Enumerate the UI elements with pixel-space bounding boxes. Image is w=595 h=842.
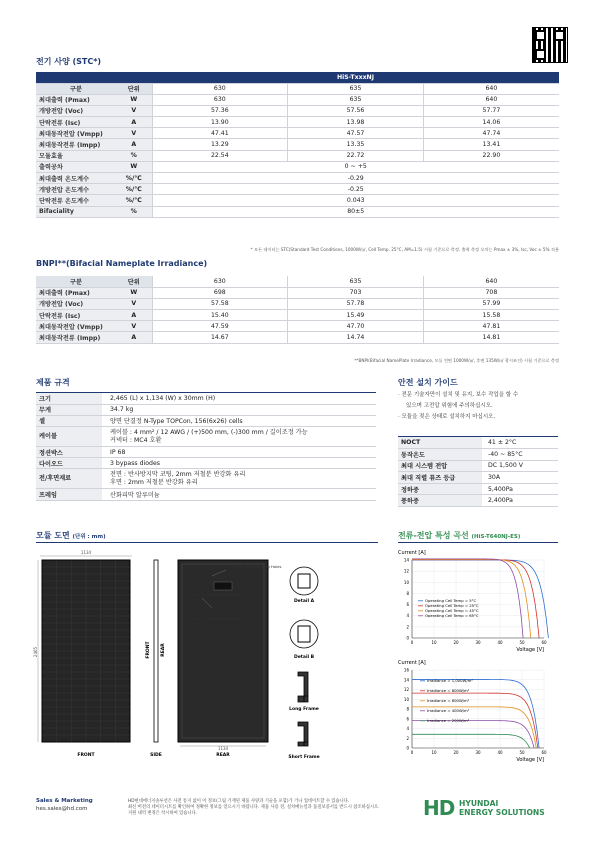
row-value: 57.36 bbox=[152, 105, 288, 116]
y-tick-label: 8 bbox=[406, 590, 409, 596]
bnpi-note: **BNPI(Bifacial NamePlate Irradiance, 모듈 전면 1000W/㎡, 후면 135W/㎡ 광시조건) 시험 기준으로 측정 bbox=[354, 358, 559, 363]
table-row bbox=[398, 483, 558, 495]
row-value: 47.59 bbox=[152, 321, 288, 332]
spec-value bbox=[102, 404, 376, 415]
row-label: 단락전류 온도계수 bbox=[36, 195, 116, 206]
row-value: 57.56 bbox=[288, 105, 424, 116]
spec-label: 프레임 bbox=[36, 489, 102, 500]
disclaimer-line: HD현대에너지솔루션은 사전 통지 없이 이 정보(그림 기재된 제품 사양과 기술을 포함)가 거나 업데이트할 수 있습니다. bbox=[128, 799, 350, 804]
legend-entry: Operating Cell Temp = 65°C bbox=[425, 613, 479, 618]
row-value: 14.67 bbox=[152, 332, 288, 343]
front-height-label: 2465 bbox=[33, 646, 38, 658]
module-drawing bbox=[33, 546, 382, 768]
spec-label: 전/후면재료 bbox=[36, 469, 102, 489]
row-unit: V bbox=[116, 105, 152, 116]
short-frame-profile bbox=[298, 722, 308, 746]
row-value: 14.81 bbox=[423, 332, 559, 343]
spec-label: 셀 bbox=[36, 415, 102, 426]
safety-value: 2,400Pa bbox=[482, 495, 558, 507]
x-axis-label: Voltage [V] bbox=[516, 647, 544, 653]
mounting-holes-small-callout: 4 - Ø 7 X 10 Mounting Holes bbox=[188, 616, 242, 621]
spec-value-line: 후면 : 2mm 저철분 반강화 유리 bbox=[110, 478, 198, 486]
row-value: -0.29 bbox=[152, 173, 559, 184]
x-tick-label: 10 bbox=[431, 750, 437, 755]
row-value: 22.54 bbox=[152, 150, 288, 161]
bnpi-title: BNPI**(Bifacial Nameplate Irradiance) bbox=[36, 259, 208, 268]
row-value: 47.74 bbox=[423, 128, 559, 139]
x-axis-label: Voltage [V] bbox=[516, 757, 544, 763]
series-line bbox=[412, 734, 530, 748]
column-header: 단위 bbox=[116, 276, 152, 287]
row-value: 57.78 bbox=[288, 298, 424, 309]
row-value: 698 bbox=[152, 287, 288, 298]
table-row bbox=[36, 287, 559, 298]
rear-label: REAR bbox=[216, 753, 230, 758]
table-row bbox=[36, 447, 376, 458]
brand-line1: HYUNDAI bbox=[459, 799, 499, 808]
row-unit: A bbox=[116, 139, 152, 150]
table-row bbox=[398, 437, 558, 449]
y-tick-label: 2 bbox=[406, 735, 409, 741]
x-tick-label: 60 bbox=[541, 750, 547, 755]
series-line bbox=[412, 707, 536, 748]
row-value: 14.74 bbox=[288, 332, 424, 343]
table-row bbox=[36, 469, 376, 489]
row-value: 13.29 bbox=[152, 139, 288, 150]
iv-chart-irradiance bbox=[398, 656, 558, 768]
x-tick-label: 20 bbox=[453, 750, 459, 755]
table-row bbox=[36, 173, 559, 184]
row-value: 15.49 bbox=[288, 310, 424, 321]
row-unit: % bbox=[116, 150, 152, 161]
x-tick-label: 40 bbox=[497, 640, 503, 645]
table-row bbox=[36, 298, 559, 309]
row-value: 57.58 bbox=[152, 298, 288, 309]
grounding-holes-callout: 4 - Ø 9 X 14 Grounding Holes bbox=[226, 564, 282, 569]
legend-entry: Operating Cell Temp = 45°C bbox=[425, 608, 479, 613]
row-value: 47.41 bbox=[152, 128, 288, 139]
row-label: 최대동작전압 (Vmpp) bbox=[36, 321, 116, 332]
spec-value bbox=[102, 415, 376, 426]
table-row bbox=[36, 427, 376, 447]
column-header: 640 bbox=[423, 276, 559, 287]
y-tick-label: 0 bbox=[406, 745, 409, 751]
table-row bbox=[36, 195, 559, 206]
spec-value bbox=[102, 447, 376, 458]
y-tick-label: 6 bbox=[406, 602, 409, 608]
x-tick-label: 60 bbox=[541, 640, 547, 645]
safety-bullet: 있으며 고전압 위험에 주의하십시오. bbox=[406, 403, 493, 409]
rear-width-label: 1134 bbox=[217, 746, 229, 751]
spec-value-line: 커넥터 : MC4 호환 bbox=[110, 436, 162, 444]
detail-a-label: Detail A bbox=[293, 599, 315, 604]
sales-email[interactable]: hes.sales@hd.com bbox=[36, 806, 88, 812]
safety-value: 41 ± 2°C bbox=[482, 437, 558, 449]
x-tick-label: 50 bbox=[519, 640, 525, 645]
brand-line2: ENERGY SOLUTIONS bbox=[459, 808, 545, 817]
general-title: 제품 규격 bbox=[36, 378, 70, 387]
row-value: 47.70 bbox=[288, 321, 424, 332]
column-header: 구분 bbox=[36, 276, 116, 287]
row-unit: %/℃ bbox=[116, 184, 152, 195]
row-label: 개방전압 (Voc) bbox=[36, 298, 116, 309]
column-header: 단위 bbox=[116, 83, 152, 94]
side-label: SIDE bbox=[150, 753, 162, 758]
curves-title bbox=[398, 530, 520, 541]
disclaimer bbox=[128, 799, 380, 817]
spec-value-line: 3 bypass diodes bbox=[110, 459, 161, 467]
spec-label: 크기 bbox=[36, 393, 102, 404]
table-row bbox=[36, 415, 376, 426]
stc-table bbox=[36, 72, 559, 218]
y-axis-label: Current [A] bbox=[398, 660, 426, 666]
row-value: 0.043 bbox=[152, 195, 559, 206]
row-value: -0.25 bbox=[152, 184, 559, 195]
row-value: 57.99 bbox=[423, 298, 559, 309]
spec-value-line: 케이블 : 4 mm² / 12 AWG / (+)500 mm, (-)300 mm / 길이조정 가능 bbox=[110, 429, 308, 437]
row-value: 22.72 bbox=[288, 150, 424, 161]
legend-entry: Operating Cell Temp = 25°C bbox=[425, 603, 479, 608]
table-row bbox=[398, 495, 558, 507]
row-value: 47.57 bbox=[288, 128, 424, 139]
row-value: 57.77 bbox=[423, 105, 559, 116]
spec-value bbox=[102, 489, 376, 500]
row-label: 최대동작전류 (Impp) bbox=[36, 332, 116, 343]
drawing-unit: (단위 : mm) bbox=[72, 534, 106, 540]
y-tick-label: 2 bbox=[406, 624, 409, 630]
safety-label: 최대 시스템 전압 bbox=[398, 460, 482, 472]
legend-entry: Operating Cell Temp = 5°C bbox=[425, 598, 477, 603]
spec-value bbox=[102, 393, 376, 404]
row-label: 최대동작전압 (Vmpp) bbox=[36, 128, 116, 139]
spec-label: 정션박스 bbox=[36, 447, 102, 458]
safety-bullet: · 모듈을 젖은 상태로 설치하지 마십시오. bbox=[398, 414, 496, 420]
row-value: 635 bbox=[288, 94, 424, 105]
row-value: 708 bbox=[423, 287, 559, 298]
disclaimer-line: 최신 버전의 데이터시트를 확인하여 정확한 정보를 얻으시기 바랍니다. 제품 사용 전, 설치매뉴얼과 품질보증서를 반드시 참조하십시오. bbox=[128, 805, 380, 810]
table-row bbox=[36, 321, 559, 332]
y-tick-label: 16 bbox=[403, 667, 409, 673]
row-value: 14.06 bbox=[423, 117, 559, 128]
safety-value: 30A bbox=[482, 472, 558, 484]
curves-rule bbox=[398, 542, 558, 543]
row-value: 15.58 bbox=[423, 310, 559, 321]
y-tick-label: 10 bbox=[403, 696, 409, 702]
short-frame-label: Short Frame bbox=[288, 755, 320, 760]
row-value: 80±5 bbox=[152, 206, 559, 217]
long-frame-profile bbox=[298, 672, 308, 702]
row-unit: %/℃ bbox=[116, 173, 152, 184]
x-tick-label: 10 bbox=[431, 640, 437, 645]
safety-bullet: · 전문 기술자만이 설치 및 유지, 보수 작업을 할 수 bbox=[398, 392, 519, 398]
table-row bbox=[36, 161, 559, 172]
disclaimer-line: 지원 내역 변경은 착시하여 있습니다. bbox=[128, 811, 198, 816]
row-value: 0 ~ +5 bbox=[152, 161, 559, 172]
row-value: 47.81 bbox=[423, 321, 559, 332]
y-tick-label: 0 bbox=[406, 635, 409, 641]
front-width-label: 1134 bbox=[80, 550, 92, 555]
stc-note: * 모든 데이터는 STC(Standard Test Conditions, 1000W/㎡, Cell Temp. 25°C, AM=1.5) 시험 기준으로 측정. 출력 측정 오차는 Pmax ± 3%, Isc, Voc ± 5% 적용 bbox=[250, 247, 559, 252]
front-label: FRONT bbox=[77, 753, 95, 758]
spec-value-line: 34.7 kg bbox=[110, 406, 134, 414]
column-header: 640 bbox=[423, 83, 559, 94]
spec-label: 케이블 bbox=[36, 427, 102, 447]
safety-label: NOCT bbox=[398, 437, 482, 449]
legend-entry: Irradiance = 600W/m² bbox=[427, 698, 470, 703]
sales-title: Sales & Marketing bbox=[36, 798, 93, 804]
side-front-mark: FRONT bbox=[146, 641, 151, 659]
row-unit: W bbox=[116, 287, 152, 298]
y-tick-label: 12 bbox=[403, 568, 409, 574]
x-tick-label: 30 bbox=[475, 640, 481, 645]
table-row bbox=[36, 184, 559, 195]
row-label: 최대동작전류 (Impp) bbox=[36, 139, 116, 150]
spec-value-line: 전면 : 반사방지막 코팅, 2mm 저철분 반강화 유리 bbox=[110, 471, 246, 479]
column-header: 635 bbox=[288, 276, 424, 287]
table-row bbox=[36, 150, 559, 161]
safety-label: 동작온도 bbox=[398, 449, 482, 461]
y-tick-label: 12 bbox=[403, 687, 409, 692]
table-row bbox=[36, 489, 376, 500]
junction-box bbox=[214, 582, 232, 590]
row-unit: V bbox=[116, 128, 152, 139]
spec-value bbox=[102, 469, 376, 489]
y-tick-label: 14 bbox=[403, 557, 409, 563]
x-tick-label: 50 bbox=[519, 750, 525, 755]
column-header: 구분 bbox=[36, 83, 116, 94]
bnpi-table bbox=[36, 276, 559, 344]
spec-value bbox=[102, 427, 376, 447]
y-axis-label: Current [A] bbox=[398, 550, 426, 556]
row-unit: W bbox=[116, 161, 152, 172]
row-unit: V bbox=[116, 321, 152, 332]
row-label: 최대출력 온도계수 bbox=[36, 173, 116, 184]
row-value: 13.98 bbox=[288, 117, 424, 128]
table-row bbox=[36, 206, 559, 217]
qr-code bbox=[532, 27, 568, 63]
safety-label: 풍하중 bbox=[398, 495, 482, 507]
legend-entry: Irradiance = 200W/m² bbox=[427, 718, 470, 723]
spec-value-line: 양면 단결정 N-Type TOPCon, 156(6x26) cells bbox=[110, 418, 243, 426]
spec-value-line: IP 68 bbox=[110, 448, 126, 456]
row-value: 13.41 bbox=[423, 139, 559, 150]
row-unit: A bbox=[116, 117, 152, 128]
table-row bbox=[36, 94, 559, 105]
row-label: 모듈효율 bbox=[36, 150, 116, 161]
row-label: Bifaciality bbox=[36, 206, 116, 217]
drawing-title bbox=[36, 530, 106, 541]
model-name: HiS-TxxxNJ bbox=[152, 72, 559, 83]
table-row bbox=[36, 332, 559, 343]
mounting-holes-callout: 8 - Ø 9 X 14 Mounting Holes bbox=[188, 592, 242, 597]
spec-value-line: 산화피막 알루미늄 bbox=[110, 492, 160, 500]
table-row bbox=[36, 128, 559, 139]
legend-entry: Irradiance = 800W/m² bbox=[427, 688, 470, 693]
row-value: 640 bbox=[423, 94, 559, 105]
row-label: 단락전류 (Isc) bbox=[36, 117, 116, 128]
safety-label: 최대 직렬 퓨즈 등급 bbox=[398, 472, 482, 484]
row-label: 최대출력 (Pmax) bbox=[36, 287, 116, 298]
table-row bbox=[36, 404, 376, 415]
table-row bbox=[398, 460, 558, 472]
y-tick-label: 4 bbox=[406, 726, 409, 731]
side-rear-mark: REAR bbox=[161, 643, 166, 657]
legend-entry: Irradiance = 1,000W/m² bbox=[427, 678, 473, 683]
brand-hd: HD bbox=[423, 796, 455, 820]
safety-title: 안전 설치 가이드 bbox=[398, 378, 458, 387]
row-unit: V bbox=[116, 298, 152, 309]
row-unit: A bbox=[116, 332, 152, 343]
y-tick-label: 4 bbox=[406, 613, 409, 619]
x-tick-label: 20 bbox=[453, 640, 459, 645]
table-row bbox=[36, 393, 376, 404]
row-unit: W bbox=[116, 94, 152, 105]
column-header: 635 bbox=[288, 83, 424, 94]
detail-b-label: Detail B bbox=[293, 655, 315, 660]
safety-value: 5,400Pa bbox=[482, 483, 558, 495]
long-frame-label: Long Frame bbox=[289, 707, 319, 712]
y-tick-label: 10 bbox=[403, 579, 409, 585]
drawing-rule bbox=[36, 542, 378, 543]
x-tick-label: 0 bbox=[410, 640, 414, 645]
y-tick-label: 14 bbox=[403, 677, 409, 683]
row-value: 15.40 bbox=[152, 310, 288, 321]
spec-label: 다이오드 bbox=[36, 458, 102, 469]
row-unit: % bbox=[116, 206, 152, 217]
stc-title: 전기 사양 (STC*) bbox=[36, 57, 102, 66]
x-tick-label: 40 bbox=[497, 750, 503, 755]
row-value: 13.90 bbox=[152, 117, 288, 128]
y-tick-label: 6 bbox=[406, 716, 409, 722]
x-tick-label: 30 bbox=[475, 750, 481, 755]
row-label: 최대출력 (Pmax) bbox=[36, 94, 116, 105]
row-value: 703 bbox=[288, 287, 424, 298]
x-tick-label: 0 bbox=[410, 750, 414, 755]
safety-value: DC 1,500 V bbox=[482, 460, 558, 472]
spec-value-line: 2,465 (L) x 1,134 (W) x 30mm (H) bbox=[110, 394, 216, 402]
safety-label: 정하중 bbox=[398, 483, 482, 495]
table-row bbox=[36, 117, 559, 128]
table-row bbox=[36, 310, 559, 321]
row-unit: A bbox=[116, 310, 152, 321]
curves-title-text: 전류-전압 특성 곡선 bbox=[398, 531, 469, 540]
y-tick-label: 8 bbox=[406, 706, 409, 712]
row-value: 13.35 bbox=[288, 139, 424, 150]
table-row bbox=[36, 139, 559, 150]
spec-value bbox=[102, 458, 376, 469]
side-profile bbox=[154, 560, 158, 742]
general-table bbox=[36, 392, 376, 501]
table-row bbox=[36, 458, 376, 469]
row-label: 출력공차 bbox=[36, 161, 116, 172]
legend-entry: Irradiance = 400W/m² bbox=[427, 708, 470, 713]
column-header: 630 bbox=[152, 276, 288, 287]
safety-value: -40 ~ 85°C bbox=[482, 449, 558, 461]
curves-model: (HiS-T640NJ-ES) bbox=[471, 534, 521, 540]
spec-label: 무게 bbox=[36, 404, 102, 415]
row-label: 개방전압 (Voc) bbox=[36, 105, 116, 116]
row-unit: %/℃ bbox=[116, 195, 152, 206]
detail-b-circle bbox=[290, 620, 318, 648]
table-row bbox=[398, 449, 558, 461]
row-label: 개방전압 온도계수 bbox=[36, 184, 116, 195]
row-label: 단락전류 (Isc) bbox=[36, 310, 116, 321]
row-value: 630 bbox=[152, 94, 288, 105]
iv-chart-temperature bbox=[398, 546, 558, 658]
detail-a-circle bbox=[290, 567, 318, 595]
safety-bullets bbox=[398, 390, 518, 423]
safety-table bbox=[398, 436, 558, 507]
drawing-title-text: 모듈 도면 bbox=[36, 531, 70, 540]
table-row bbox=[36, 105, 559, 116]
row-value: 22.90 bbox=[423, 150, 559, 161]
column-header: 630 bbox=[152, 83, 288, 94]
table-row bbox=[398, 472, 558, 484]
